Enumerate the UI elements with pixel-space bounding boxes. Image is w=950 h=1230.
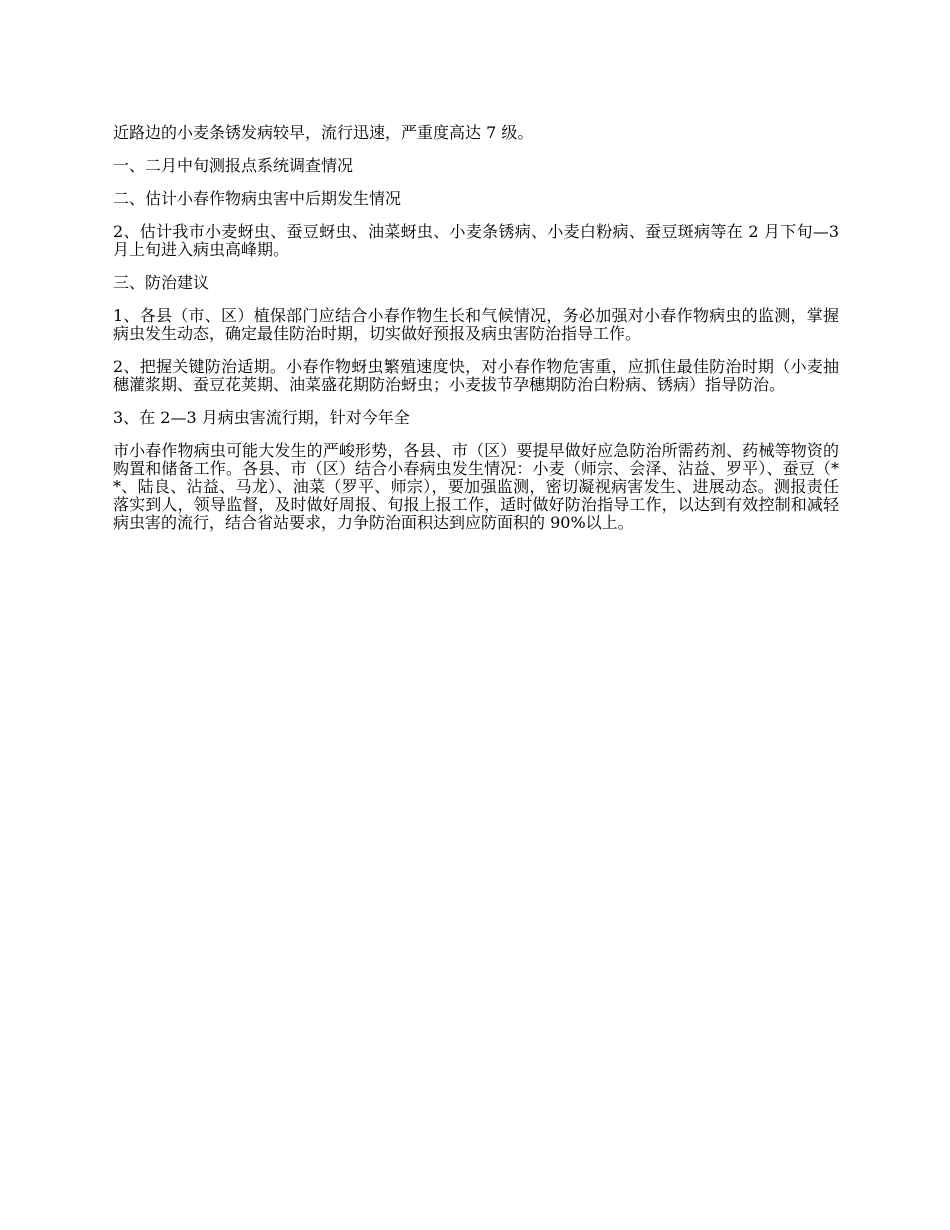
heading-survey-status: 一、二月中旬测报点系统调查情况	[113, 156, 354, 175]
paragraph-wheat-rust-note: 近路边的小麦条锈发病较早，流行迅速，严重度高达 7 级。	[113, 123, 534, 142]
paragraph-suggestion-3-body: 市小春作物病虫可能大发生的严峻形势，各县、市（区）要提早做好应急防治所需药剂、药械等物资的购置和储备工作。各县、市（区）结合小春病虫发生情况：小麦（师宗、会泽、沾益、罗平）、蚕豆（**、陆良、沾益、马龙）、油菜（罗平、师宗），要加强监测，密切凝视病害发生、进展动态。测报责任落实到人，领导监督，及时做好周报、旬报上报工作，适时做好防治指导工作，以达到有效控制和减轻病虫害的流行，结合省站要求，力争防治面积达到应防面积的 90%以上。	[113, 441, 839, 532]
heading-control-suggestions: 三、防治建议	[113, 273, 210, 292]
paragraph-peak-period: 2、估计我市小麦蚜虫、蚕豆蚜虫、油菜蚜虫、小麦条锈病、小麦白粉病、蚕豆斑病等在 2 月下旬—3 月上旬进入病虫高峰期。	[113, 222, 839, 259]
document-page	[113, 124, 839, 547]
paragraph-suggestion-3-start: 3、在 2—3 月病虫害流行期，针对今年全	[113, 408, 410, 427]
paragraph-suggestion-2: 2、把握关键防治适期。小春作物蚜虫繁殖速度快，对小春作物危害重，应抓住最佳防治时期（小麦抽穗灌浆期、蚕豆花荚期、油菜盛花期防治蚜虫；小麦拔节孕穗期防治白粉病、锈病）指导防治。	[113, 357, 839, 394]
heading-pest-forecast: 二、估计小春作物病虫害中后期发生情况	[113, 189, 402, 208]
paragraph-suggestion-1: 1、各县（市、区）植保部门应结合小春作物生长和气候情况，务必加强对小春作物病虫的监测，掌握病虫发生动态，确定最佳防治时期，切实做好预报及病虫害防治指导工作。	[113, 306, 839, 343]
